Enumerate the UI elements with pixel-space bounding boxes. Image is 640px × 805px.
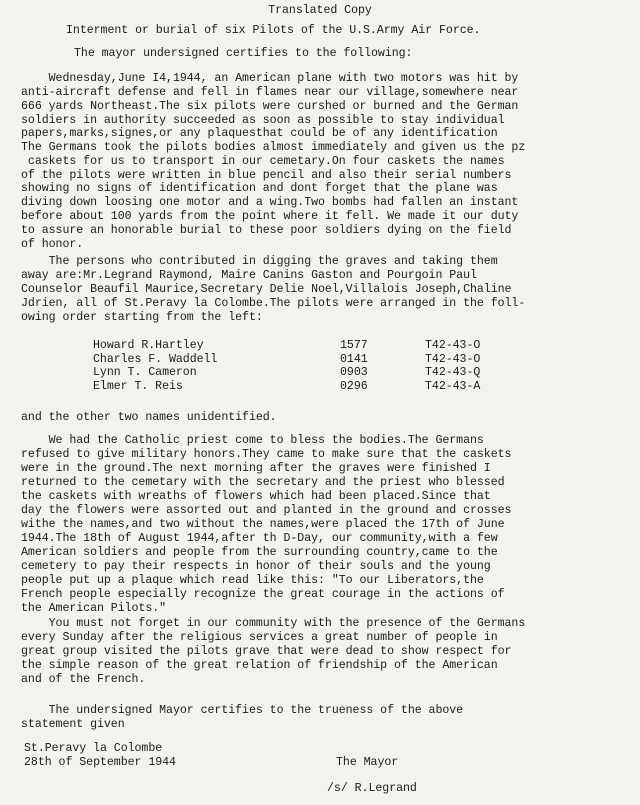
text-line: soldiers in authority succeeded as soon as possible to stay individual [21, 114, 505, 127]
mayor-label: The Mayor [336, 756, 399, 769]
text-line: withe the names,and two without the names,were placed the 17th of June [21, 518, 505, 531]
text-line: statement given [21, 718, 125, 731]
pilot-number: 0903 [340, 366, 368, 379]
pilot-number: 0141 [340, 353, 368, 366]
text-line: before about 100 yards from the point where it fell. We made it our duty [21, 210, 519, 223]
text-line: returned to the cemetary with the secretary and the priest who blessed [21, 476, 505, 489]
pilot-name: Lynn T. Cameron [93, 366, 197, 379]
text-line: day the flowers were assorted out and planted in the ground and crosses [21, 504, 512, 517]
pilot-serial: T42-43-O [425, 339, 481, 352]
text-line: away are:Mr.Legrand Raymond, Maire Canins Gaston and Pourgoin Paul [21, 269, 477, 282]
unidentified-note: and the other two names unidentified. [21, 411, 277, 424]
text-line: the American Pilots." [21, 602, 167, 615]
text-line: of the pilots were written in blue pencil and also their serial numbers [21, 169, 512, 182]
text-line: the caskets with wreaths of flowers which had been placed.Since that [21, 490, 491, 503]
text-line: refused to give military honors.They came to make sure that the caskets [21, 448, 512, 461]
document-title: Interment or burial of six Pilots of the U.S.Army Air Force. [66, 24, 481, 37]
place: St.Peravy la Colombe [24, 742, 163, 755]
text-line: The Germans took the pilots bodies almost immediately and given us the pz [21, 141, 526, 154]
text-line: showing no signs of identification and dont forget that the plane was [21, 182, 498, 195]
text-line: of honor. [21, 238, 84, 251]
text-line: Counselor Beaufil Maurice,Secretary Delie Noel,Villalois Joseph,Chaline [21, 283, 512, 296]
text-line: were in the ground.The next morning after the graves were finished I [21, 462, 491, 475]
text-line: French people especially recognize the great courage in the actions of [21, 588, 505, 601]
pilot-name: Howard R.Hartley [93, 339, 204, 352]
text-line: cemetery to pay their respects in honor of their souls and the young [21, 560, 491, 573]
signature: /s/ R.Legrand [327, 782, 417, 795]
text-line: 666 yards Northeast.The six pilots were curshed or burned and the German [21, 100, 519, 113]
pilot-serial: T42-43-Q [425, 366, 481, 379]
text-line: You must not forget in our community with the presence of the Germans [21, 617, 526, 630]
pilot-name: Elmer T. Reis [93, 380, 183, 393]
text-line: anti-aircraft defense and fell in flames near our village,somewhere near [21, 86, 519, 99]
pilot-serial: T42-43-O [425, 353, 481, 366]
text-line: The undersigned Mayor certifies to the trueness of the above [21, 704, 464, 717]
text-line: caskets for us to transport in our cemetary.On four caskets the names [21, 155, 505, 168]
text-line: every Sunday after the religious services a great number of people in [21, 631, 498, 644]
text-line: papers,marks,signes,or any plaquesthat could be of any identification [21, 127, 498, 140]
text-line: people put up a plaque which read like this: "To our Liberators,the [21, 574, 484, 587]
text-line: 1944.The 18th of August 1944,after th D-Day, our community,with a few [21, 532, 498, 545]
pilot-number: 0296 [340, 380, 368, 393]
pilot-name: Charles F. Waddell [93, 353, 218, 366]
document-label: Translated Copy [268, 4, 372, 17]
pilot-serial: T42-43-A [425, 380, 481, 393]
text-line: diving down loosing one motor and a wing.Two bombs had fallen an instant [21, 196, 519, 209]
text-line: Jdrien, all of St.Peravy la Colombe.The pilots were arranged in the foll- [21, 297, 526, 310]
text-line: and of the French. [21, 673, 146, 686]
text-line: American soldiers and people from the surrounding country,came to the [21, 546, 498, 559]
pilot-number: 1577 [340, 339, 368, 352]
text-line: to assure an honorable burial to these poor soldiers dying on the field [21, 224, 512, 237]
text-line: The persons who contributed in digging the graves and taking them [21, 255, 498, 268]
text-line: owing order starting from the left: [21, 311, 263, 324]
text-line: the simple reason of the great relation of friendship of the American [21, 659, 498, 672]
certification-heading: The mayor undersigned certifies to the following: [74, 47, 413, 60]
text-line: We had the Catholic priest come to bless the bodies.The Germans [21, 434, 484, 447]
date: 28th of September 1944 [24, 756, 176, 769]
text-line: Wednesday,June I4,1944, an American plane with two motors was hit by [21, 72, 519, 85]
text-line: great group visited the pilots grave that were dead to show respect for [21, 645, 512, 658]
